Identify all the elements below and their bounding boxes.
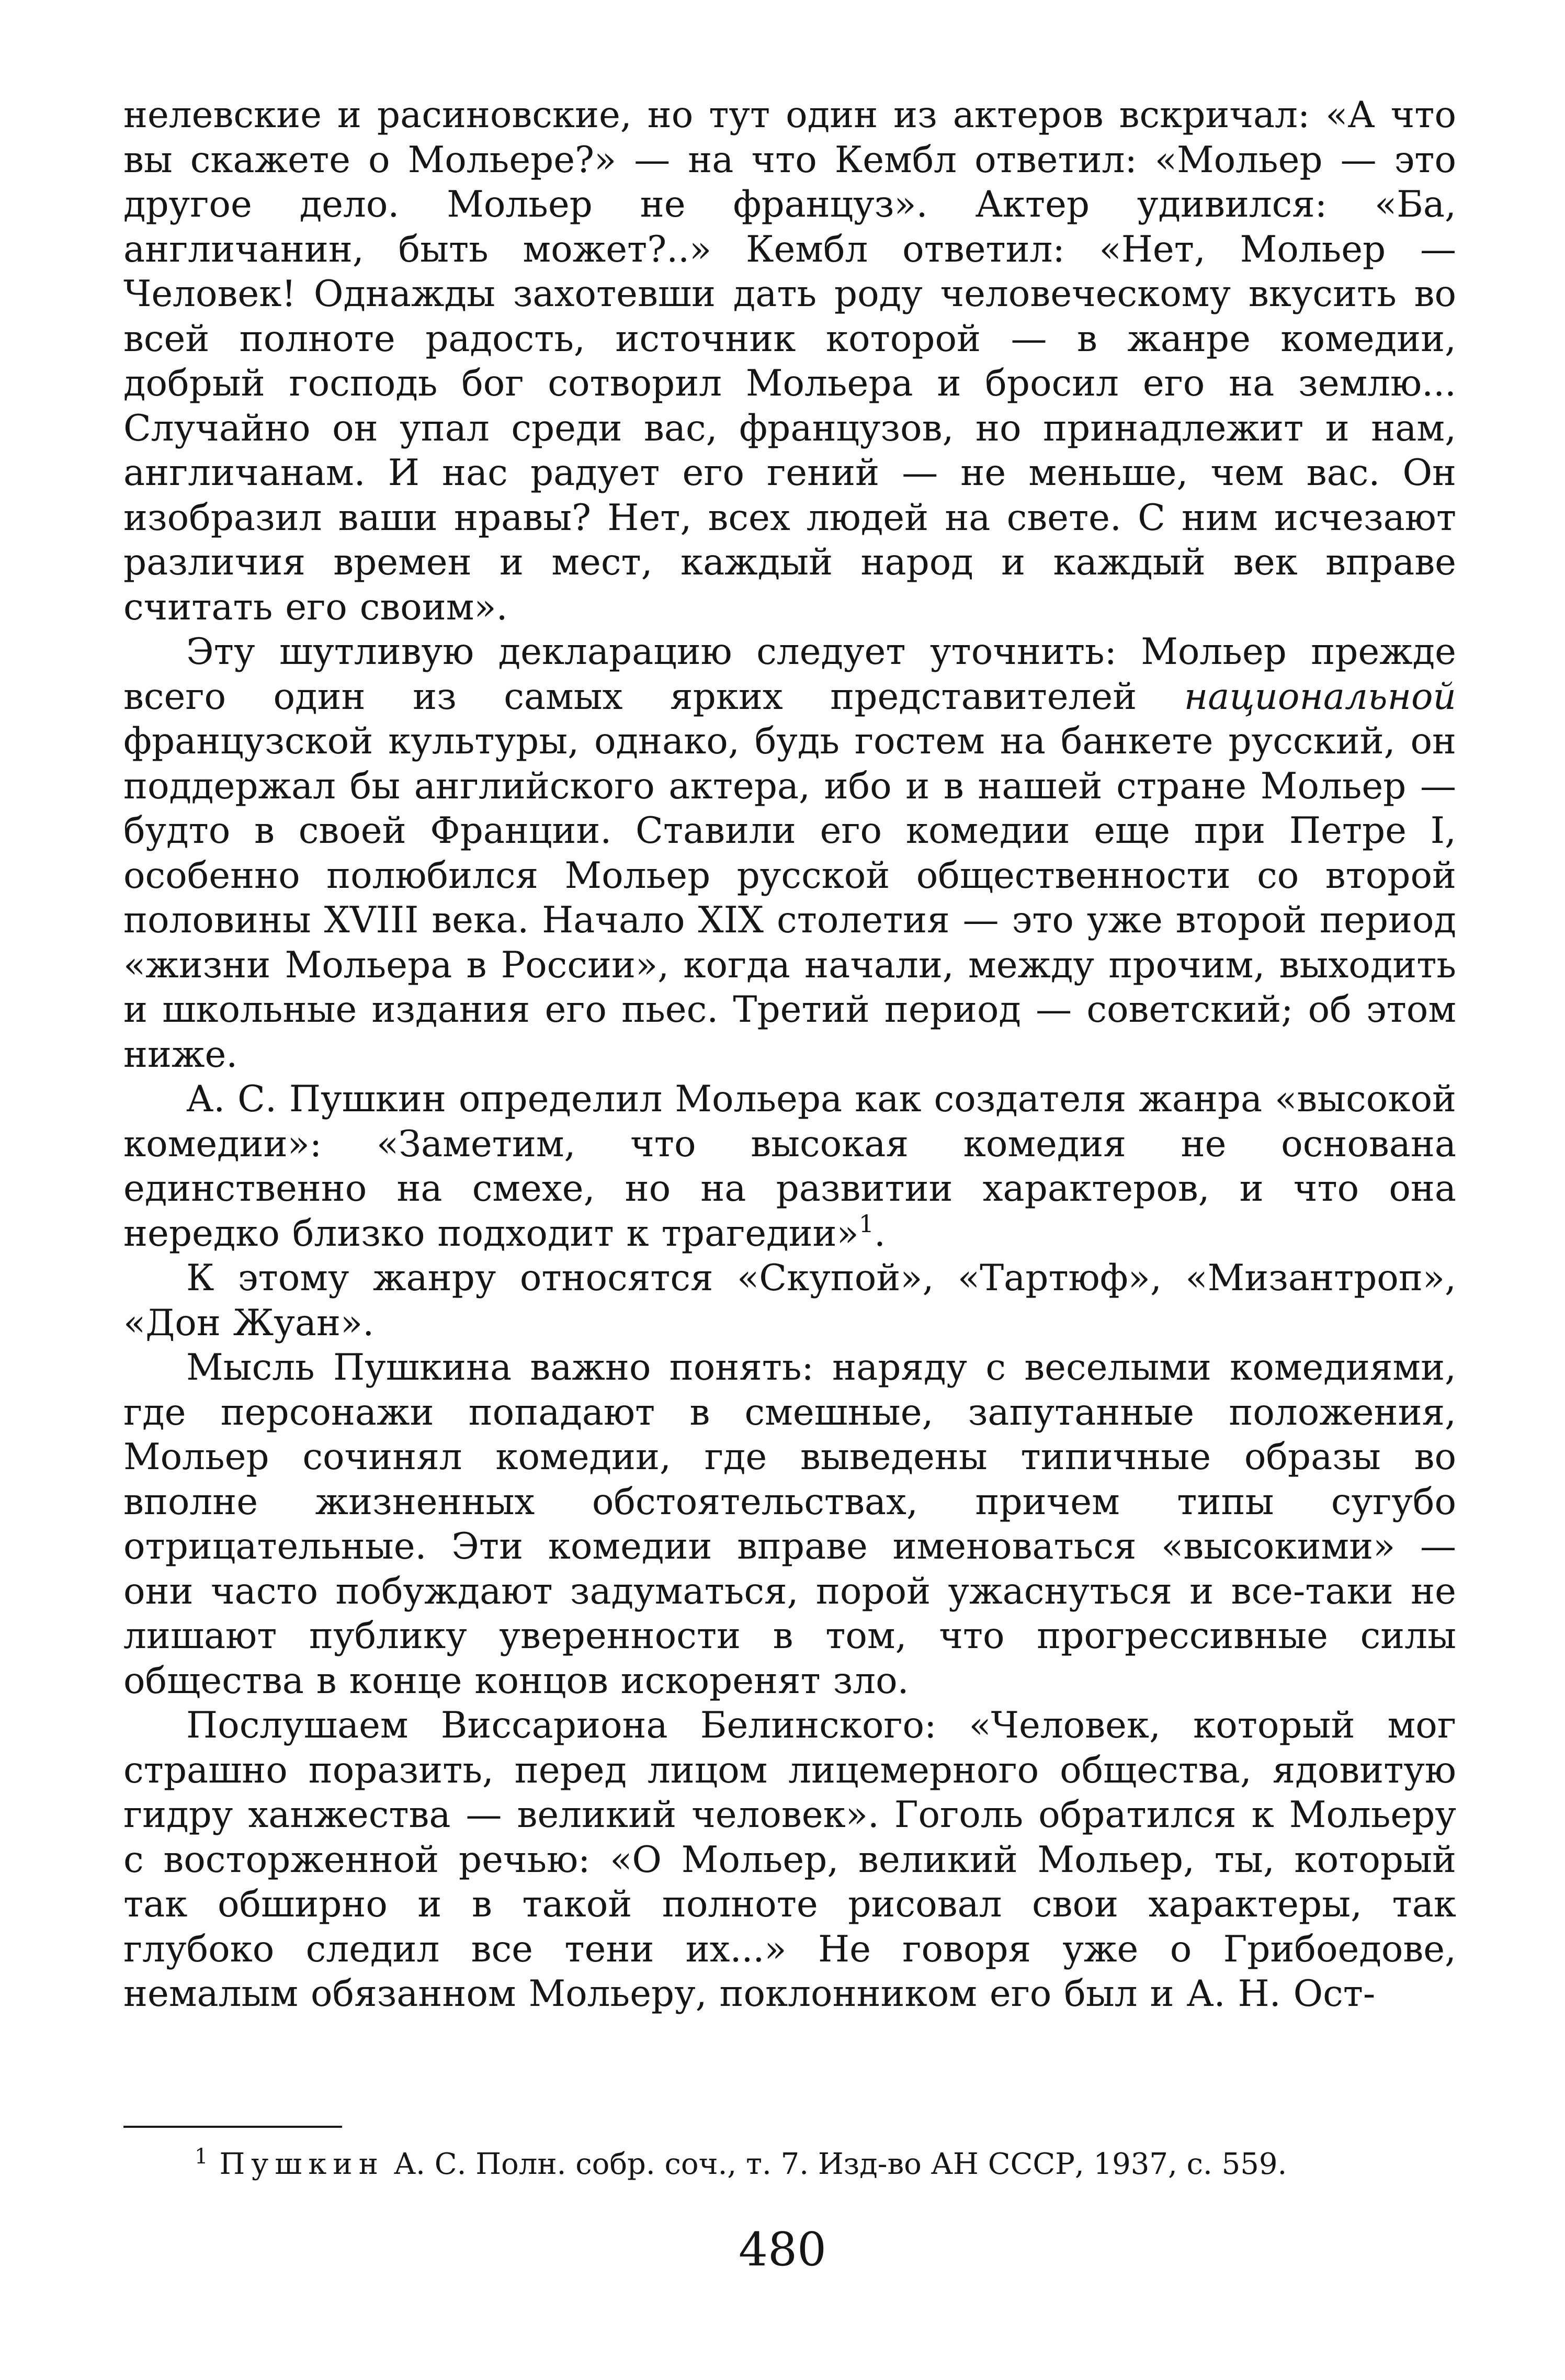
paragraph-2-end: французской культуры, однако, будь гостем на банкете русский, он поддержал бы английского актера, ибо и в нашей стране Мольер — будто в своей Франции. Ставили его комедии еще при Петре I, особенно полюбился Мольер русской общественности со второй половины XVIII века. Начало XIX столетия — это уже второй период «жизни Мольера в России», когда начали, между прочим, выходить и школьные издания его пьес. Третий период — советский; об этом ниже. [123,720,1456,1076]
footnote-text: А. С. Полн. собр. соч., т. 7. Изд-во АН СССР, 1937, с. 559. [384,2147,1287,2181]
paragraph-4: К этому жанру относятся «Скупой», «Тартюф», «Мизантроп», «Дон Жуан». [123,1257,1456,1344]
footnote-author: Пушкин [219,2147,384,2181]
paragraph-2-start: Эту шутливую декларацию следует уточнить: Мольер прежде всего один из самых ярких представителей [123,631,1456,718]
paragraph-6: Послушаем Виссариона Белинского: «Человек, который мог страшно поразить, перед лицом лицемерного общества, ядовитую гидру ханжества — великий человек». Гоголь обратился к Мольеру с восторженной речью: «О Мольер, великий Мольер, ты, который так обширно и в такой полноте рисовал свои характеры, так глубоко следил все тени их...» Не говоря уже о Грибоедове, немалым обязанном Мольеру, поклонником его был и А. Н. Ост- [123,1705,1456,2015]
footnote-reference: 1 [858,1209,875,1238]
footnote-divider [123,2126,342,2128]
paragraph-3-tail: . [874,1212,886,1255]
paragraph-1: нелевские и расиновские, но тут один из актеров вскричал: «А что вы скажете о Мольере?» — на что Кембл ответил: «Мольер — это другое дело. Мольер не француз». Актер удивился: «Ба, англичанин, быть может?..» Кембл ответил: «Нет, Мольер — Человек! Однажды захотевши дать роду человеческому вкусить во всей полноте радость, источник которой — в жанре комедии, добрый господь бог сотворил Мольера и бросил его на землю... Случайно он упал среди вас, французов, но принадлежит и нам, англичанам. И нас радует его гений — не меньше, чем вас. Он изобразил ваши нравы? Нет, всех людей на свете. С ним исчезают различия времен и мест, каждый народ и каждый век вправе считать его своим». [123,94,1456,628]
paragraph-2 [123,630,1456,1077]
main-text [123,93,1456,2017]
footnote [195,2146,1471,2183]
paragraph-2-emphasis: национальной [1184,675,1456,718]
page-number: 480 [739,2223,826,2276]
paragraph-3 [123,1077,1456,1256]
paragraph-3-text: А. С. Пушкин определил Мольера как создателя жанра «высокой комедии»: «Заметим, что высокая комедия не основана единственно на смехе, но на развитии характеров, и что она нередко близко подходит к трагедии» [123,1078,1456,1255]
footnote-marker: 1 [195,2145,208,2169]
paragraph-5: Мысль Пушкина важно понять: наряду с веселыми комедиями, где персонажи попадают в смешные, запутанные положения, Мольер сочинял комедии, где выведены типичные образы во вполне жизненных обстоятельствах, причем типы сугубо отрицательные. Эти комедии вправе именоваться «высокими» — они часто побуждают задуматься, порой ужаснуться и все-таки не лишают публику уверенности в том, что прогрессивные силы общества в конце концов искоренят зло. [123,1347,1456,1702]
